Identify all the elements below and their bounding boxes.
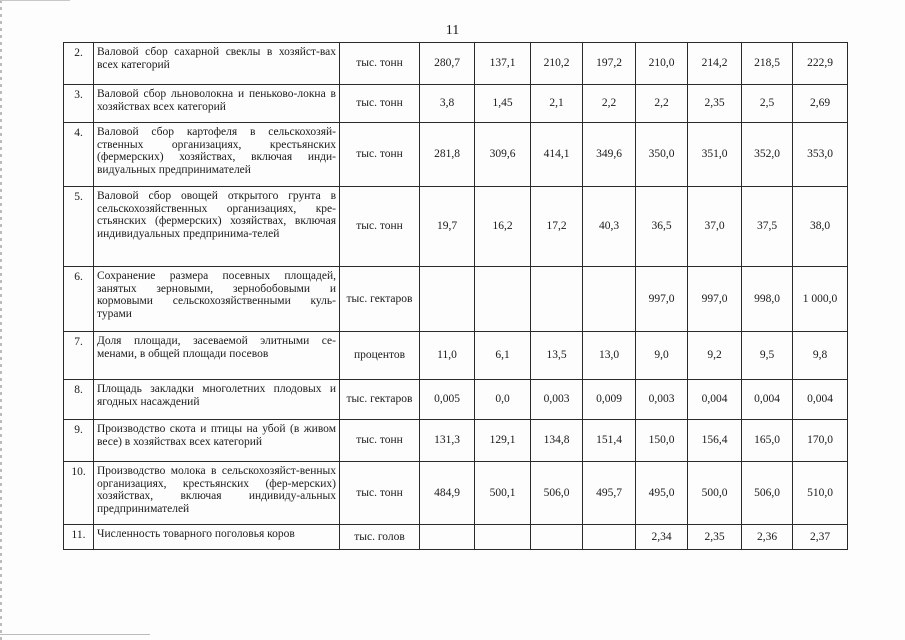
value-cell: 16,2 [475, 187, 531, 267]
value-cell: 414,1 [531, 123, 583, 187]
value-cell: 11,0 [420, 332, 475, 380]
value-cell: 2,34 [636, 525, 688, 550]
unit-cell: тыс. тонн [340, 43, 420, 85]
value-cell: 2,37 [793, 525, 848, 550]
value-cell: 9,8 [793, 332, 848, 380]
value-cell: 495,0 [636, 462, 688, 525]
value-cell [531, 267, 583, 332]
value-cell: 280,7 [420, 43, 475, 85]
table-row [64, 332, 848, 380]
value-cell: 500,0 [688, 462, 742, 525]
value-cell [583, 525, 636, 550]
value-cell: 351,0 [688, 123, 742, 187]
value-cell: 495,7 [583, 462, 636, 525]
value-cell: 997,0 [636, 267, 688, 332]
value-cell: 2,35 [688, 525, 742, 550]
unit-cell: тыс. тонн [340, 420, 420, 462]
value-cell: 1 000,0 [793, 267, 848, 332]
row-number: 6. [64, 267, 94, 332]
unit-cell: тыс. тонн [340, 187, 420, 267]
value-cell [420, 267, 475, 332]
value-cell: 13,0 [583, 332, 636, 380]
value-cell: 40,3 [583, 187, 636, 267]
value-cell: 349,6 [583, 123, 636, 187]
value-cell: 131,3 [420, 420, 475, 462]
value-cell: 2,36 [742, 525, 793, 550]
table-row [64, 43, 848, 85]
value-cell: 2,35 [688, 85, 742, 123]
page-number: 11 [445, 23, 460, 38]
value-cell: 37,5 [742, 187, 793, 267]
value-cell: 151,4 [583, 420, 636, 462]
indicator-name: Производство молока в сельскохозяйст-венных организациях, крестьянских (фер-мерских) хозяйствах, включая индивиду-альных предпринимателей [94, 462, 340, 525]
value-cell: 2,2 [636, 85, 688, 123]
value-cell: 500,1 [475, 462, 531, 525]
row-number: 8. [64, 380, 94, 420]
unit-cell: тыс. тонн [340, 462, 420, 525]
value-cell: 197,2 [583, 43, 636, 85]
value-cell: 998,0 [742, 267, 793, 332]
value-cell: 0,003 [636, 380, 688, 420]
value-cell: 1,45 [475, 85, 531, 123]
value-cell [583, 267, 636, 332]
value-cell: 170,0 [793, 420, 848, 462]
value-cell: 0,009 [583, 380, 636, 420]
indicator-name: Валовой сбор картофеля в сельскохозяй-ственных организациях, крестьянских (фермерских) хозяйствах, включая инди-видуальных предпринимателей [94, 123, 340, 187]
scan-left-edge [0, 0, 2, 640]
value-cell: 13,5 [531, 332, 583, 380]
value-cell: 350,0 [636, 123, 688, 187]
indicator-name: Производство скота и птицы на убой (в живом весе) в хозяйствах всех категорий [94, 420, 340, 462]
unit-cell: тыс. тонн [340, 85, 420, 123]
row-number: 10. [64, 462, 94, 525]
value-cell: 129,1 [475, 420, 531, 462]
value-cell [475, 525, 531, 550]
indicator-name: Валовой сбор овощей открытого грунта в сельскохозяйственных организациях, кре-стьянских (фермерских) хозяйствах, включая индивидуальных предпринима-телей [94, 187, 340, 267]
value-cell [531, 525, 583, 550]
table-row [64, 187, 848, 267]
table-row [64, 462, 848, 525]
table-row [64, 420, 848, 462]
value-cell: 6,1 [475, 332, 531, 380]
table-body [64, 43, 848, 550]
unit-cell: тыс. гектаров [340, 267, 420, 332]
value-cell: 210,0 [636, 43, 688, 85]
value-cell: 484,9 [420, 462, 475, 525]
value-cell: 134,8 [531, 420, 583, 462]
value-cell: 2,5 [742, 85, 793, 123]
row-number: 9. [64, 420, 94, 462]
value-cell: 0,0 [475, 380, 531, 420]
value-cell: 281,8 [420, 123, 475, 187]
value-cell: 3,8 [420, 85, 475, 123]
value-cell: 9,0 [636, 332, 688, 380]
indicator-name: Доля площади, засеваемой элитными се-менами, в общей площади посевов [94, 332, 340, 380]
table-row [64, 380, 848, 420]
unit-cell: тыс. тонн [340, 123, 420, 187]
value-cell: 37,0 [688, 187, 742, 267]
value-cell: 214,2 [688, 43, 742, 85]
value-cell: 156,4 [688, 420, 742, 462]
value-cell: 0,005 [420, 380, 475, 420]
table-row [64, 123, 848, 187]
row-number: 2. [64, 43, 94, 85]
value-cell: 150,0 [636, 420, 688, 462]
value-cell: 19,7 [420, 187, 475, 267]
value-cell: 2,69 [793, 85, 848, 123]
value-cell: 222,9 [793, 43, 848, 85]
scan-top-mark [0, 0, 70, 1]
unit-cell: процентов [340, 332, 420, 380]
value-cell: 165,0 [742, 420, 793, 462]
value-cell: 353,0 [793, 123, 848, 187]
indicator-name: Валовой сбор сахарной свеклы в хозяйст-вах всех категорий [94, 43, 340, 85]
value-cell: 0,004 [688, 380, 742, 420]
table-row [64, 267, 848, 332]
value-cell [475, 267, 531, 332]
value-cell: 997,0 [688, 267, 742, 332]
value-cell: 0,004 [742, 380, 793, 420]
value-cell: 36,5 [636, 187, 688, 267]
table-row [64, 525, 848, 550]
indicator-name: Валовой сбор льноволокна и пеньково-локна в хозяйствах всех категорий [94, 85, 340, 123]
unit-cell: тыс. голов [340, 525, 420, 550]
indicator-name: Площадь закладки многолетних плодовых и ягодных насаждений [94, 380, 340, 420]
scan-bottom-mark [0, 634, 150, 635]
row-number: 3. [64, 85, 94, 123]
indicator-name: Сохранение размера посевных площадей, занятых зерновыми, зернобобовыми и кормовыми сельскохозяйственными куль-турами [94, 267, 340, 332]
value-cell: 38,0 [793, 187, 848, 267]
value-cell: 0,004 [793, 380, 848, 420]
value-cell: 506,0 [742, 462, 793, 525]
value-cell: 2,1 [531, 85, 583, 123]
row-number: 4. [64, 123, 94, 187]
value-cell: 510,0 [793, 462, 848, 525]
value-cell: 210,2 [531, 43, 583, 85]
value-cell: 218,5 [742, 43, 793, 85]
row-number: 5. [64, 187, 94, 267]
value-cell: 506,0 [531, 462, 583, 525]
value-cell: 0,003 [531, 380, 583, 420]
value-cell [420, 525, 475, 550]
value-cell: 137,1 [475, 43, 531, 85]
value-cell: 352,0 [742, 123, 793, 187]
value-cell: 9,2 [688, 332, 742, 380]
table-row [64, 85, 848, 123]
value-cell: 9,5 [742, 332, 793, 380]
row-number: 7. [64, 332, 94, 380]
indicator-name: Численность товарного поголовья коров [94, 525, 340, 550]
row-number: 11. [64, 525, 94, 550]
unit-cell: тыс. гектаров [340, 380, 420, 420]
indicators-table [63, 42, 848, 550]
value-cell: 2,2 [583, 85, 636, 123]
value-cell: 309,6 [475, 123, 531, 187]
value-cell: 17,2 [531, 187, 583, 267]
